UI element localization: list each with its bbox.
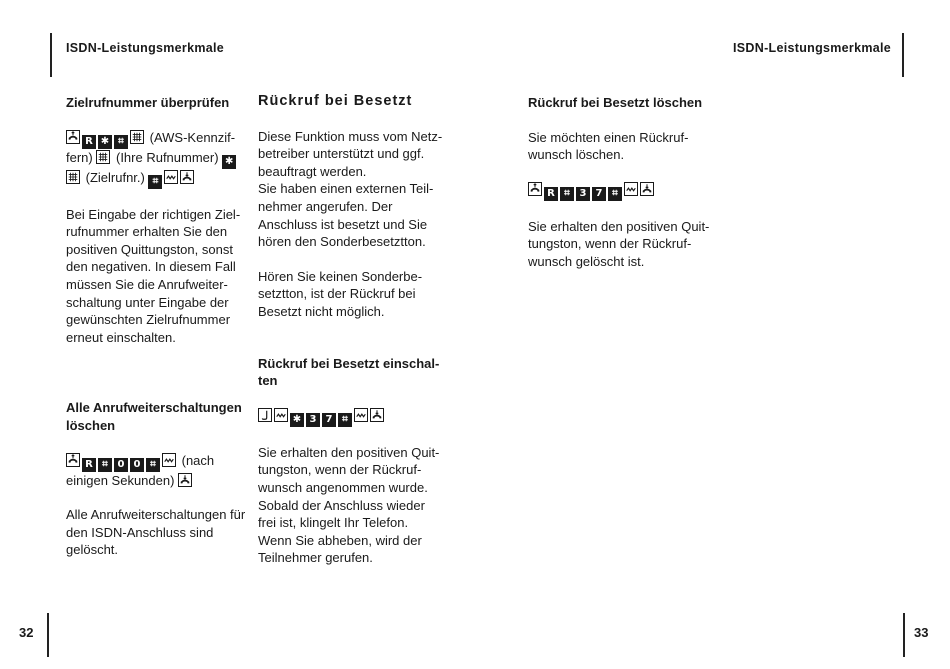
text-line: wunsch angenommen wurde.	[258, 479, 428, 495]
header-rule-left	[50, 33, 52, 77]
ring-icon	[258, 408, 272, 422]
handset-lift-icon	[528, 182, 542, 196]
header-rule-right	[902, 33, 904, 77]
key-hash: ⌗	[338, 413, 352, 427]
page-number-right: 33	[914, 625, 929, 640]
column-right	[528, 94, 718, 271]
text-line: nehmer angerufen. Der	[258, 198, 393, 214]
tone-icon	[624, 182, 638, 196]
key-3: 3	[576, 187, 590, 201]
text-line: gelöscht.	[66, 542, 119, 558]
section-title-zielrufnummer: Zielrufnummer überprüfen	[66, 95, 230, 110]
seq-text-fern: fern)	[66, 149, 93, 165]
key-star: ✱	[290, 413, 304, 427]
text-line: rufnummer erhalten Sie den	[66, 224, 228, 240]
text-line: Anschluss ist besetzt und Sie	[258, 216, 428, 232]
paragraph-zielrufnummer	[66, 206, 246, 347]
seq-text-aws: (AWS-Kennzif-	[149, 129, 236, 145]
text-line: Sie erhalten den positiven Quit-	[528, 218, 710, 234]
title-line: löschen	[66, 417, 116, 433]
text-line: müssen Sie die Anrufweiter-	[66, 276, 228, 292]
key-hash: ⌗	[98, 458, 112, 472]
key-3: 3	[306, 413, 320, 427]
text-line: positiven Quittungston, sonst	[66, 241, 233, 257]
footer-rule-right	[903, 613, 905, 657]
key-7: 7	[322, 413, 336, 427]
tone-icon	[162, 453, 176, 467]
page-number-left: 32	[19, 625, 34, 640]
paragraph-rueckruf-intro	[258, 128, 443, 251]
key-sequence-loeschen	[528, 181, 718, 201]
key-r: R	[544, 187, 558, 201]
text-line: den negativen. In diesem Fall	[66, 259, 236, 275]
seq-text-nach: (nach	[181, 452, 215, 468]
handset-lift-icon	[66, 130, 80, 144]
section-title-einschalten	[258, 355, 443, 390]
key-hash: ⌗	[608, 187, 622, 201]
seq-text-zielrufnr: (Zielrufnr.)	[85, 169, 145, 185]
handset-hangup-icon	[370, 408, 384, 422]
text-line: Sie möchten einen Rückruf-	[528, 129, 689, 145]
text-line: tungston, wenn der Rückruf-	[258, 462, 422, 478]
seq-text-sekunden: einigen Sekunden)	[66, 472, 175, 488]
paragraph-loeschen-result	[528, 218, 718, 271]
text-line: tungston, wenn der Rückruf-	[528, 236, 692, 252]
text-line: Sobald der Anschluss wieder	[258, 497, 425, 513]
text-line: Alle Anrufweiterschaltungen für	[66, 507, 246, 523]
paragraph-loeschen-intro	[528, 129, 718, 164]
key-sequence-einschalten	[258, 407, 443, 427]
key-star: ✱	[222, 155, 236, 169]
text-line: betreiber unterstützt und ggf.	[258, 146, 425, 162]
section-title-rueckruf: Rückruf bei Besetzt	[258, 93, 413, 109]
title-line: Alle Anrufweiterschaltungen	[66, 400, 242, 416]
text-line: Wenn Sie abheben, wird der	[258, 532, 422, 548]
text-line: wunsch löschen.	[528, 147, 625, 163]
paragraph-alle-loeschen	[66, 506, 246, 559]
handset-hangup-icon	[178, 473, 192, 487]
key-hash: ⌗	[114, 135, 128, 149]
text-line: gewünschten Zielrufnummer	[66, 312, 231, 328]
key-hash: ⌗	[146, 458, 160, 472]
handset-hangup-icon	[640, 182, 654, 196]
key-0: 0	[130, 458, 144, 472]
handset-lift-icon	[66, 453, 80, 467]
running-header-left: ISDN-Leistungsmerkmale	[66, 41, 225, 55]
text-line: beauftragt werden.	[258, 163, 367, 179]
text-line: Besetzt nicht möglich.	[258, 303, 385, 319]
key-0: 0	[114, 458, 128, 472]
section-title-alle-loeschen	[66, 399, 246, 434]
key-hash: ⌗	[148, 175, 162, 189]
phonebook-icon	[96, 150, 110, 164]
section-title-rueckruf-loeschen: Rückruf bei Besetzt löschen	[528, 95, 703, 110]
key-star: ✱	[98, 135, 112, 149]
text-line: wunsch gelöscht ist.	[528, 253, 645, 269]
column-left	[66, 94, 246, 559]
text-line: Hören Sie keinen Sonderbe-	[258, 268, 423, 284]
paragraph-einschalten	[258, 444, 443, 567]
phonebook-icon	[66, 170, 80, 184]
text-line: Teilnehmer gerufen.	[258, 550, 373, 566]
tone-icon	[274, 408, 288, 422]
key-hash: ⌗	[560, 187, 574, 201]
running-header-right: ISDN-Leistungsmerkmale	[733, 41, 892, 55]
text-line: hören den Sonderbesetztton.	[258, 234, 426, 250]
text-line: setztton, ist der Rückruf bei	[258, 286, 416, 302]
footer-rule-left	[47, 613, 49, 657]
key-r: R	[82, 135, 96, 149]
key-sequence-zielrufnummer	[66, 129, 246, 189]
text-line: Sie erhalten den positiven Quit-	[258, 444, 440, 460]
paragraph-rueckruf-hinweis	[258, 268, 443, 321]
key-sequence-alle-loeschen	[66, 452, 246, 490]
tone-icon	[164, 170, 178, 184]
text-line: Sie haben einen externen Teil-	[258, 181, 434, 197]
text-line: den ISDN-Anschluss sind	[66, 524, 214, 540]
text-line: Bei Eingabe der richtigen Ziel-	[66, 206, 241, 222]
seq-text-rufnummer: (Ihre Rufnummer)	[115, 149, 219, 165]
text-line: frei ist, klingelt Ihr Telefon.	[258, 515, 409, 531]
handset-hangup-icon	[180, 170, 194, 184]
title-line: ten	[258, 373, 278, 389]
text-line: erneut einschalten.	[66, 329, 176, 345]
tone-icon	[354, 408, 368, 422]
text-line: Diese Funktion muss vom Netz-	[258, 128, 443, 144]
key-7: 7	[592, 187, 606, 201]
phonebook-icon	[130, 130, 144, 144]
column-middle	[258, 93, 443, 567]
key-r: R	[82, 458, 96, 472]
title-line: Rückruf bei Besetzt einschal-	[258, 355, 440, 371]
text-line: schaltung unter Eingabe der	[66, 294, 229, 310]
